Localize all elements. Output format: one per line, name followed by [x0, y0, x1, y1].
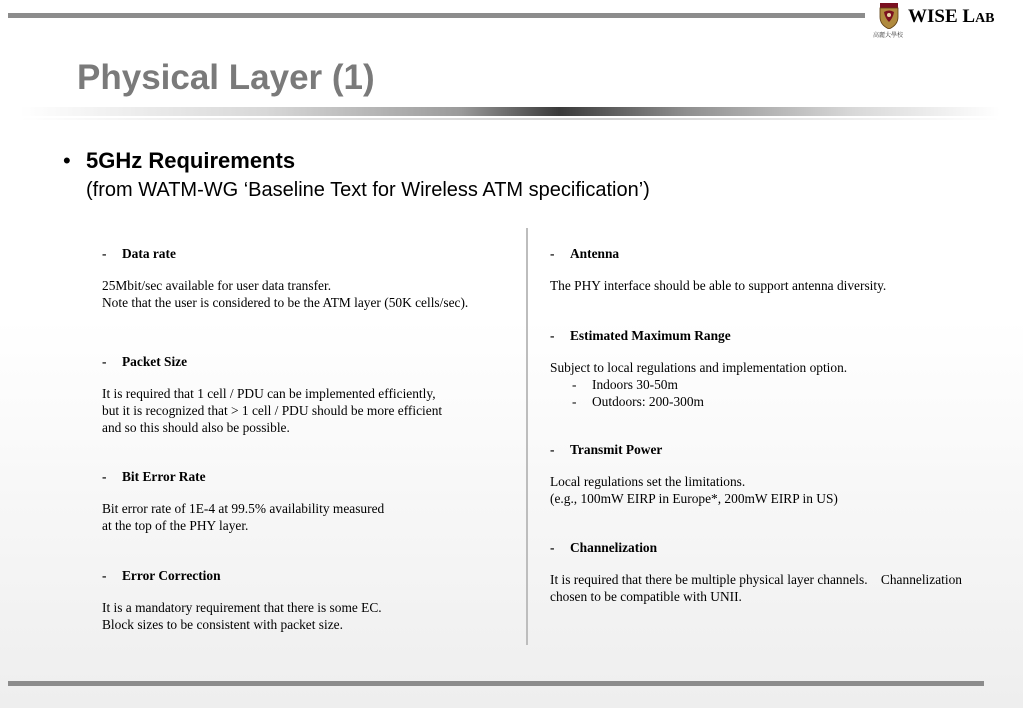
body-line: It is required that 1 cell / PDU can be implemented efficiently, — [102, 386, 436, 401]
section-title — [102, 245, 522, 262]
body-line: and so this should also be possible. — [102, 420, 290, 435]
body-line: Subject to local regulations and implementation option. — [550, 360, 848, 375]
error-correction-title: Error Correction — [122, 568, 221, 583]
column-divider — [526, 228, 528, 645]
body-line: It is a mandatory requirement that there is some EC. — [102, 600, 382, 615]
sub-item-text: Outdoors: 200-300m — [592, 394, 704, 409]
bit-error-rate-section — [102, 468, 522, 567]
sub-item-text: Indoors 30-50m — [592, 377, 678, 392]
section-title — [102, 567, 522, 584]
lab-name — [908, 6, 995, 28]
dash-marker: - — [102, 568, 107, 583]
title-underline-thin — [20, 118, 1000, 120]
packet-size-title: Packet Size — [122, 354, 188, 369]
data-rate-section — [102, 245, 522, 353]
slide-title: Physical Layer (1) — [77, 58, 375, 97]
data-rate-title: Data rate — [122, 246, 176, 261]
body-line: but it is recognized that > 1 cell / PDU should be more efficient — [102, 403, 443, 418]
dash-marker: - — [550, 246, 555, 261]
body-line: It is required that there be multiple physical layer channels. Channelization — [550, 572, 962, 587]
antenna-section — [550, 245, 1000, 327]
max-range-section — [550, 327, 1000, 441]
bit-error-rate-title: Bit Error Rate — [122, 469, 206, 484]
section-title — [550, 327, 1000, 344]
dash-marker: - — [102, 246, 107, 261]
dash-marker: - — [550, 328, 555, 343]
bullet-icon: • — [63, 148, 71, 173]
left-column — [102, 245, 522, 633]
dash-marker: - — [550, 540, 555, 555]
transmit-power-section — [550, 441, 1000, 539]
channelization-section — [550, 539, 1000, 605]
lab-name-main: WISE L — [908, 6, 976, 27]
body-line: Bit error rate of 1E-4 at 99.5% availability measured — [102, 501, 385, 516]
error-correction-section — [102, 567, 522, 633]
body-line: Block sizes to be consistent with packet size. — [102, 617, 343, 632]
right-column — [550, 245, 1000, 605]
section-heading: 5GHz Requirements — [86, 148, 296, 173]
body-line: chosen to be compatible with UNII. — [550, 589, 742, 604]
max-range-title: Estimated Maximum Range — [570, 328, 731, 343]
body-line: 25Mbit/sec available for user data transfer. — [102, 278, 332, 293]
dash-marker: - — [102, 469, 107, 484]
dash-marker: - — [572, 394, 577, 409]
body-line: Note that the user is considered to be the ATM layer (50K cells/sec). — [102, 295, 469, 310]
university-crest-icon — [878, 3, 900, 29]
dash-marker: - — [572, 377, 577, 392]
channelization-title: Channelization — [570, 540, 658, 555]
section-subheading: (from WATM-WG ‘Baseline Text for Wireless ATM specification’) — [86, 179, 650, 201]
university-logo — [873, 3, 909, 37]
dash-marker: - — [550, 442, 555, 457]
body-line: Local regulations set the limitations. — [550, 474, 746, 489]
section-title — [550, 539, 1000, 556]
top-rule — [8, 13, 865, 18]
section-title — [550, 441, 1000, 458]
bottom-rule — [8, 681, 984, 686]
sub-item — [550, 393, 1000, 410]
body-line: The PHY interface should be able to support antenna diversity. — [550, 278, 887, 293]
sub-item — [550, 376, 1000, 393]
section-title — [102, 353, 522, 370]
dash-marker: - — [102, 354, 107, 369]
section-title — [550, 245, 1000, 262]
packet-size-section — [102, 353, 522, 468]
body-line: at the top of the PHY layer. — [102, 518, 249, 533]
transmit-power-title: Transmit Power — [570, 442, 663, 457]
section-title — [102, 468, 522, 485]
title-underline — [20, 107, 1000, 116]
logo-caption: 高麗大學校 — [873, 32, 904, 39]
lab-name-small-caps: AB — [975, 11, 995, 26]
body-line: (e.g., 100mW EIRP in Europe*, 200mW EIRP in US) — [550, 491, 838, 506]
antenna-title: Antenna — [570, 246, 620, 261]
